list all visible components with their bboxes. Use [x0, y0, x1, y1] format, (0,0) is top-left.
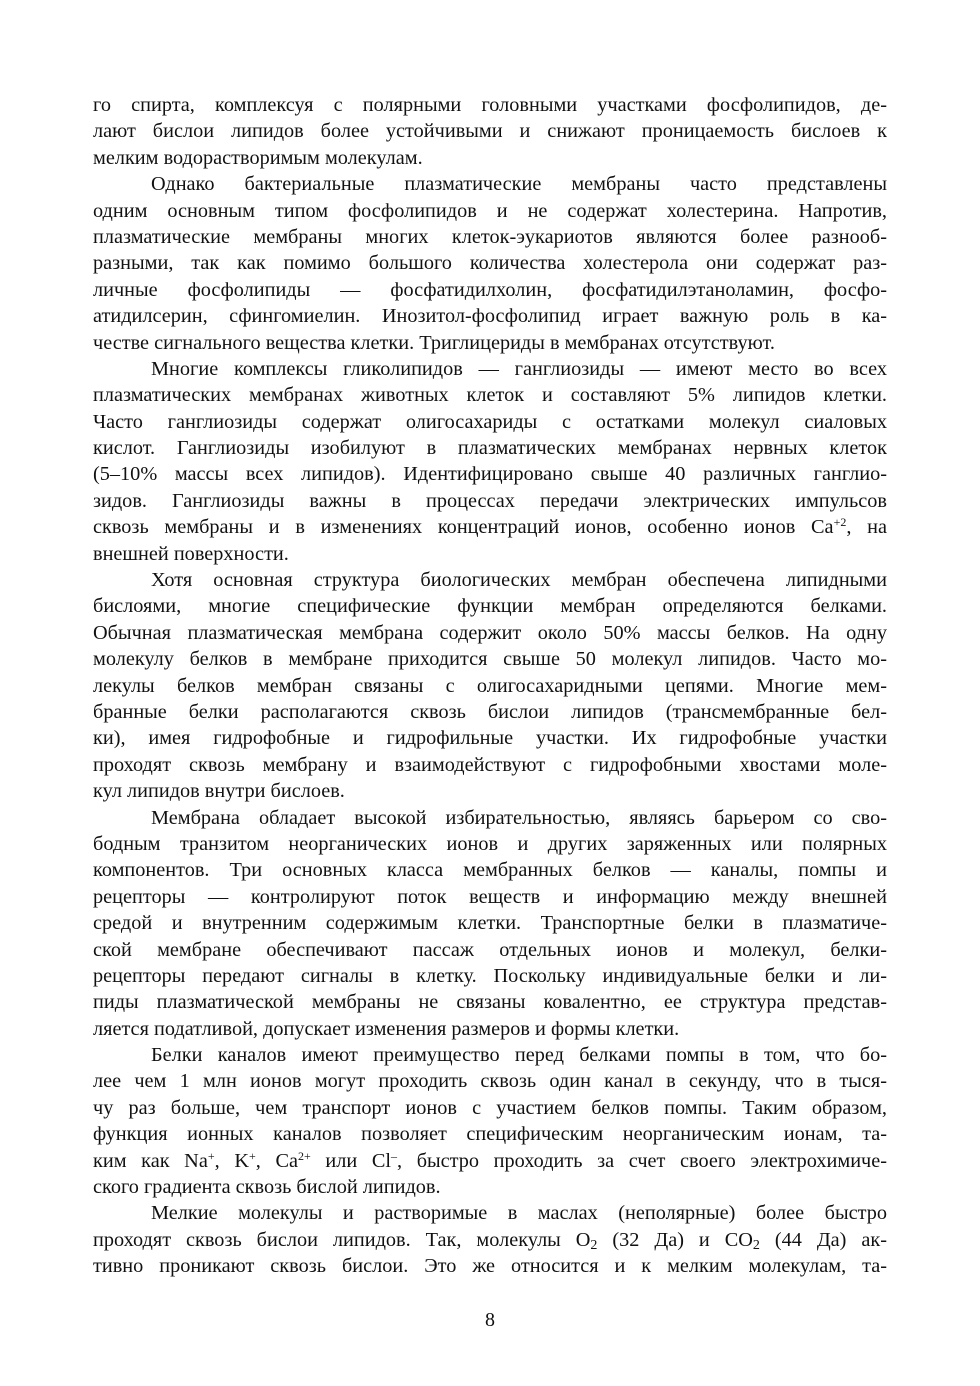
text-line: бранные белки располагаются сквозь бислои липидов (трансмембранные бел-: [93, 700, 887, 723]
text-line: одним основным типом фосфолипидов и не содержат холестерина. Напротив,: [93, 199, 887, 222]
text-line: функция ионных каналов позволяет специфическим неорганическим ионам, та-: [93, 1123, 887, 1146]
superscript: 2+: [297, 1148, 311, 1163]
document-page: [93, 92, 887, 1280]
text-line: тивно проникают сквозь бислои. Это же относится и к мелким молекулам, та-: [93, 1255, 887, 1278]
text-line: пиды плазматической мембраны не связаны ковалентно, ее структура представ-: [93, 991, 887, 1014]
text-line: Белки каналов имеют преимущество перед белками помпы в том, что бо-: [151, 1044, 887, 1067]
text-line: компонентов. Три основных класса мембранных белков — каналы, помпы и: [93, 859, 887, 882]
text-fragment: , Ca: [255, 1149, 298, 1172]
text-line: разными, так как помимо большого количества холестерола они содержат раз-: [93, 252, 887, 275]
text-fragment: , K: [214, 1149, 249, 1172]
text-line: рецепторы передают сигналы в клетку. Поскольку индивидуальные белки и ли-: [93, 964, 887, 987]
page-number: 8: [485, 1309, 495, 1331]
text-line: лее чем 1 млн ионов могут проходить сквозь один канал в секунду, что в тыся-: [93, 1070, 887, 1093]
text-fragment: проходят сквозь бислои липидов. Так, молекулы O: [93, 1228, 591, 1251]
text-line: бислоями, многие специфические функции мембран определяются белками.: [93, 595, 887, 618]
text-line: чу раз больше, чем транспорт ионов с участием белков помпы. Таким образом,: [93, 1096, 887, 1119]
text-line: Однако бактериальные плазматические мембраны часто представлены: [151, 173, 887, 196]
text-line: кул липидов внутри бислоев.: [93, 780, 345, 803]
text-line: Многие комплексы гликолипидов — ганглиозиды — имеют место во всех: [151, 357, 887, 380]
paragraph: [93, 92, 887, 171]
paragraph: [93, 171, 887, 356]
superscript: +: [248, 1148, 256, 1163]
text-line: кислот. Ганглиозиды изобилуют в плазматических мембранах нервных клеток: [93, 437, 887, 460]
text-line: проходят сквозь мембрану и взаимодействуют с гидрофобными хвостами моле-: [93, 753, 887, 776]
text-line: молекулу белков в мембране приходится свыше 50 молекул липидов. Часто мо-: [93, 648, 887, 671]
superscript: +: [207, 1148, 215, 1163]
text-line: Мембрана обладает высокой избирательностью, являясь барьером со сво-: [151, 806, 887, 829]
paragraph: [93, 805, 887, 1043]
subscript: 2: [590, 1237, 598, 1253]
text-line: внешней поверхности.: [93, 542, 289, 565]
text-fragment: (44 Да) ак-: [759, 1228, 888, 1251]
superscript: –: [391, 1148, 397, 1163]
text-line: [93, 1148, 887, 1174]
text-fragment: (32 Да) и CO: [597, 1228, 753, 1251]
paragraph: [93, 1200, 887, 1279]
paragraph: [93, 356, 887, 567]
text-fragment: ким как Na: [93, 1149, 208, 1172]
text-line: Часто ганглиозиды содержат олигосахариды с остатками молекул сиаловых: [93, 410, 887, 433]
text-line: средой и внутренним содержимым клетки. Транспортные белки в плазматиче-: [93, 912, 887, 935]
text-line: плазматические мембраны многих клеток-эукариотов являются более разнооб-: [93, 225, 887, 248]
text-line: честве сигнального вещества клетки. Триглицериды в мембранах отсутствуют.: [93, 331, 775, 354]
text-fragment: сквозь мембраны и в изменениях концентраций ионов, особенно ионов Ca: [93, 516, 834, 539]
subscript: 2: [752, 1237, 760, 1253]
text-line: лают бислои липидов более устойчивыми и снижают проницаемость бислоев к: [93, 120, 887, 143]
text-line: рецепторы — контролируют поток веществ и информацию между внешней: [93, 885, 887, 908]
paragraph: [93, 567, 887, 805]
text-fragment: , быстро проходить за счет своего электрохимиче-: [397, 1149, 888, 1172]
text-fragment: , на: [846, 516, 888, 539]
text-line: лекулы белков мембран связаны с олигосахаридными цепями. Многие мем-: [93, 674, 887, 697]
text-line: [93, 514, 887, 540]
text-line: (5–10% массы всех липидов). Идентифицировано свыше 40 различных ганглио-: [93, 463, 887, 486]
text-line: ской мембране обеспечивают пассаж отдельных ионов и молекул, белки-: [93, 938, 887, 961]
text-line: ки), имея гидрофобные и гидрофильные участки. Их гидрофобные участки: [93, 727, 887, 750]
text-line: ского градиента сквозь бислой липидов.: [93, 1176, 441, 1199]
text-line: плазматических мембранах животных клеток и составляют 5% липидов клетки.: [93, 384, 887, 407]
text-line: мелким водорастворимым молекулам.: [93, 146, 423, 169]
superscript: +2: [833, 515, 847, 530]
text-line: атидилсерин, сфингомиелин. Инозитол-фосфолипид играет важную роль в ка-: [93, 305, 887, 328]
text-line: го спирта, комплексуя с полярными головными участками фосфолипидов, де-: [93, 94, 887, 116]
text-line: бодным транзитом неорганических ионов и других заряженных или полярных: [93, 832, 887, 855]
paragraph: [93, 1042, 887, 1200]
text-line: ляется податливой, допускает изменения размеров и формы клетки.: [93, 1017, 680, 1040]
text-line: зидов. Ганглиозиды важны в процессах передачи электрических импульсов: [93, 489, 887, 512]
text-fragment: или Cl: [310, 1149, 391, 1172]
text-line: Хотя основная структура биологических мембран обеспечена липидными: [151, 569, 887, 592]
text-line: Мелкие молекулы и растворимые в маслах (неполярные) более быстро: [151, 1202, 887, 1225]
text-line: личные фосфолипиды — фосфатидилхолин, фосфатидилэтаноламин, фосфо-: [93, 278, 887, 301]
text-line: [93, 1227, 887, 1253]
text-line: Обычная плазматическая мембрана содержит около 50% массы белков. На одну: [93, 621, 887, 644]
